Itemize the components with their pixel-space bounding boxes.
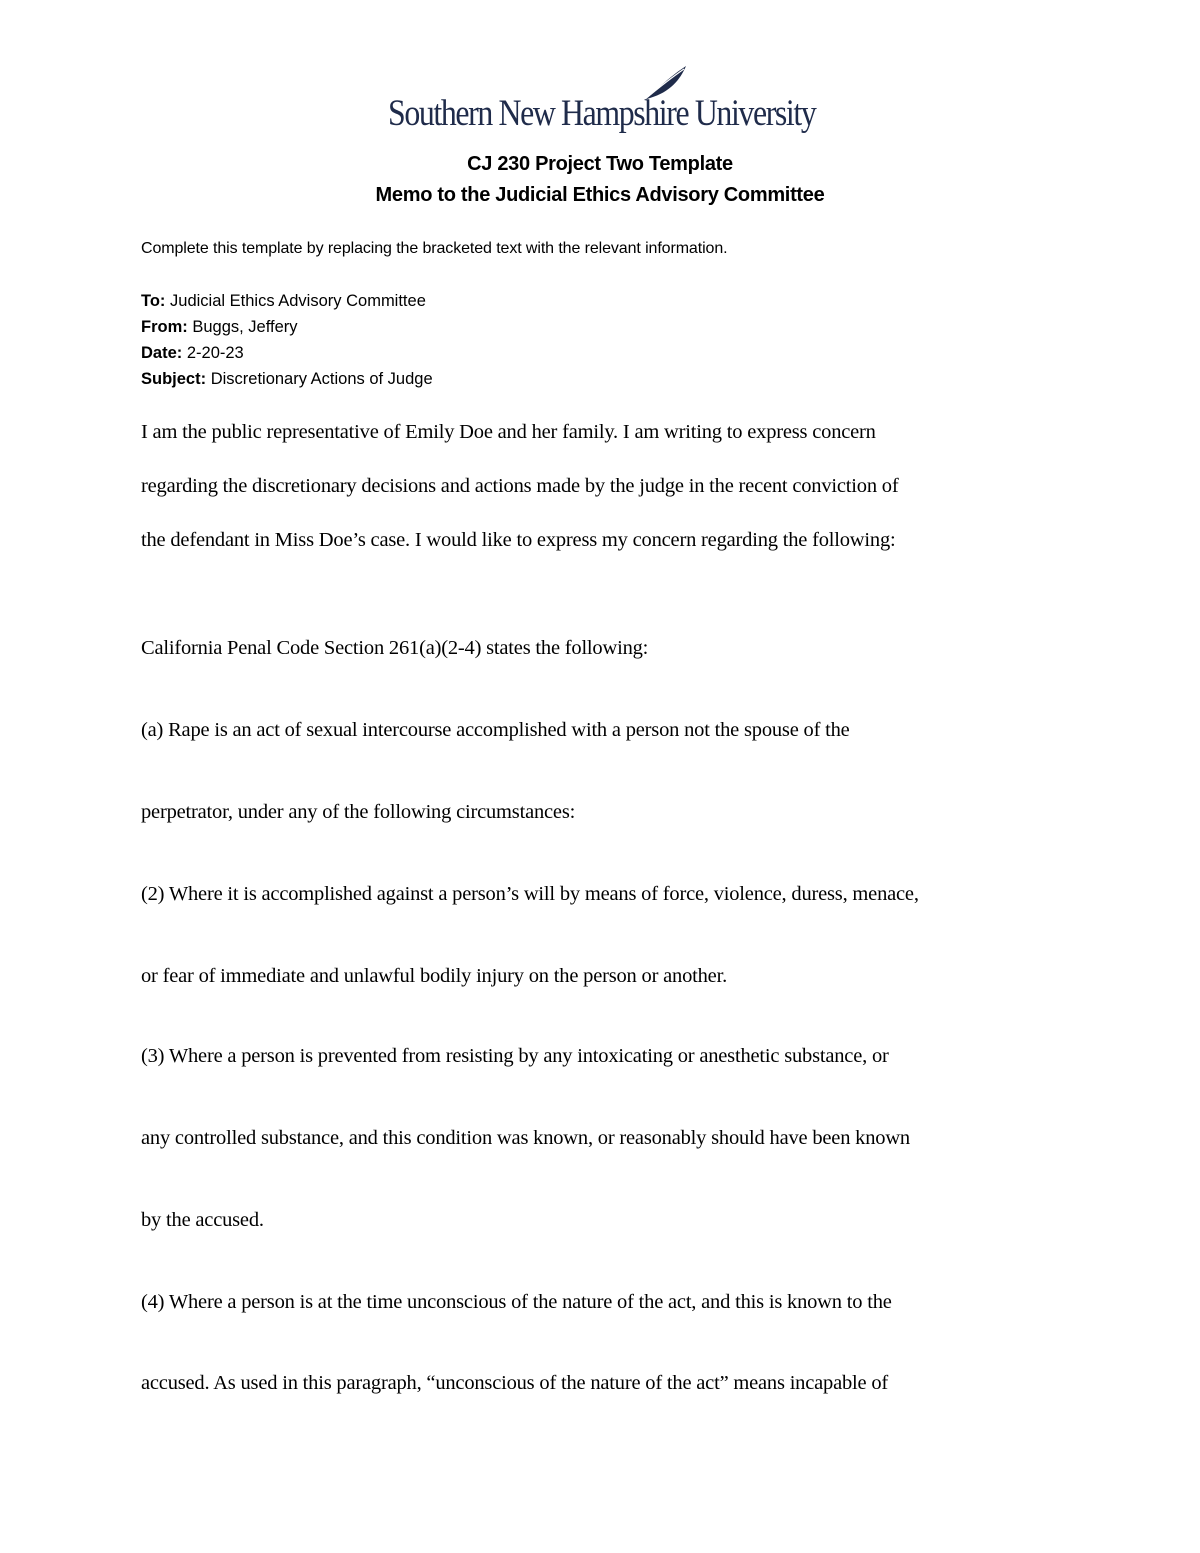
memo-to-label: To: [141,292,166,310]
body-line: (3) Where a person is prevented from resisting by any intoxicating or anesthetic substance, or [141,1045,889,1067]
body-line: I am the public representative of Emily Doe and her family. I am writing to express concern [141,421,876,443]
memo-from-value: Buggs, Jeffery [192,318,298,336]
template-instructions: Complete this template by replacing the bracketed text with the relevant information. [141,240,728,257]
body-line: (4) Where a person is at the time unconscious of the nature of the act, and this is known to the [141,1291,892,1313]
memo-from [141,318,298,337]
body-line: California Penal Code Section 261(a)(2-4) states the following: [141,637,649,659]
memo-date-value: 2-20-23 [186,344,244,362]
university-logo [388,64,818,140]
memo-to [141,292,426,311]
memo-date-label: Date: [141,344,183,362]
document-subtitle: Memo to the Judicial Ethics Advisory Committee [375,184,825,206]
body-line: perpetrator, under any of the following circumstances: [141,801,576,823]
memo-date [141,344,244,363]
body-line: any controlled substance, and this condition was known, or reasonably should have been known [141,1127,910,1149]
body-line: by the accused. [141,1209,264,1231]
memo-from-label: From: [141,318,188,336]
body-line: the defendant in Miss Doe’s case. I would like to express my concern regarding the following: [141,529,896,551]
memo-subject-label: Subject: [141,370,207,388]
body-line: (2) Where it is accomplished against a person’s will by means of force, violence, duress, menace, [141,883,919,905]
document-title: CJ 230 Project Two Template [467,153,733,175]
body-line: accused. As used in this paragraph, “unconscious of the nature of the act” means incapable of [141,1372,889,1394]
body-line: (a) Rape is an act of sexual intercourse accomplished with a person not the spouse of the [141,719,850,741]
body-line: regarding the discretionary decisions and actions made by the judge in the recent conviction of [141,475,899,497]
memo-to-value: Judicial Ethics Advisory Committee [170,292,426,310]
memo-subject-value: Discretionary Actions of Judge [210,370,433,388]
logo-wordmark: Southern New Hampshire University [388,93,816,134]
memo-subject [141,370,433,389]
body-line: or fear of immediate and unlawful bodily injury on the person or another. [141,965,727,987]
